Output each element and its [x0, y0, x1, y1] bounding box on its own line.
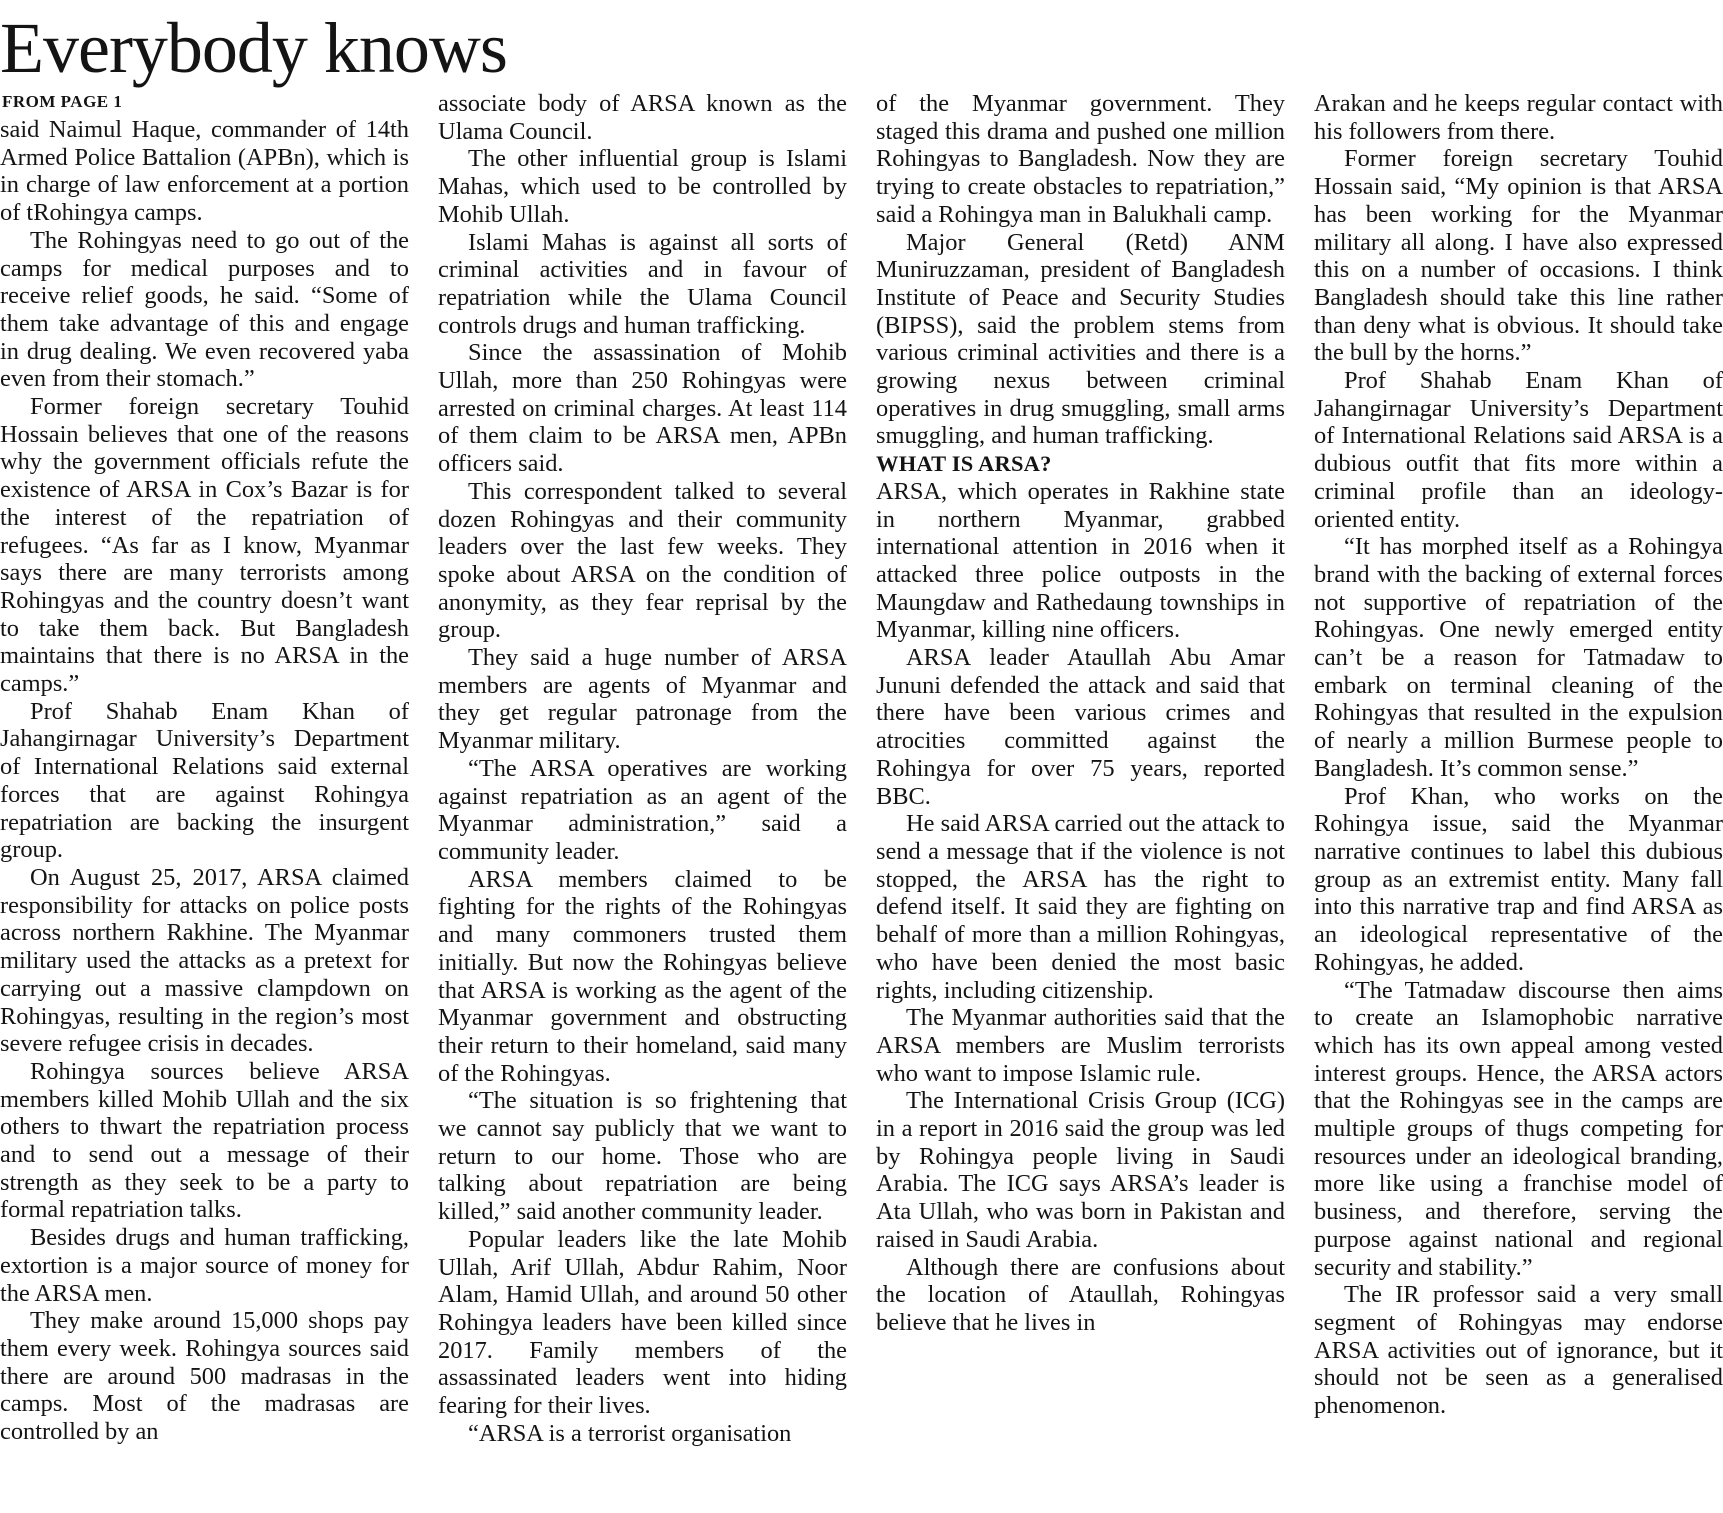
- paragraph: Besides drugs and human trafficking, extortion is a major source of money for the ARSA men.: [0, 1224, 409, 1307]
- paragraph: Major General (Retd) ANM Muniruzzaman, president of Bangladesh Institute of Peace and Security Studies (BIPSS), said the problem stems from various criminal activities and there is a growing nexus between criminal operatives in drug smuggling, small arms smuggling, and human trafficking.: [876, 228, 1285, 450]
- paragraph: Since the assassination of Mohib Ullah, more than 250 Rohingyas were arrested on criminal charges. At least 114 of them claim to be ARSA men, APBn officers said.: [438, 339, 847, 478]
- paragraph: Popular leaders like the late Mohib Ullah, Arif Ullah, Abdur Rahim, Noor Alam, Hamid Ullah, and around 50 other Rohingya leaders have been killed since 2017. Family members of the assassinated leaders went into hiding fearing for their lives.: [438, 1225, 847, 1420]
- article-column-3: [876, 90, 1285, 1337]
- paragraph: Although there are confusions about the location of Ataullah, Rohingyas believe that he lives in: [876, 1253, 1285, 1336]
- paragraph: of the Myanmar government. They staged this drama and pushed one million Rohingyas to Bangladesh. Now they are trying to create obstacles to repatriation,” said a Rohingya man in Balukhali camp.: [876, 90, 1285, 228]
- paragraph: They make around 15,000 shops pay them every week. Rohingya sources said there are around 500 madrasas in the camps. Most of the madrasas are controlled by an: [0, 1307, 409, 1446]
- paragraph: ARSA leader Ataullah Abu Amar Jununi defended the attack and said that there have been various crimes and atrocities committed against the Rohingya for over 75 years, reported BBC.: [876, 644, 1285, 810]
- paragraph: “The situation is so frightening that we cannot say publicly that we want to return to our home. Those who are talking about repatriation are being killed,” said another community leader.: [438, 1087, 847, 1226]
- from-page-kicker: FROM PAGE 1: [2, 92, 123, 111]
- paragraph: Prof Khan, who works on the Rohingya issue, said the Myanmar narrative continues to label this dubious group as an extremist entity. Many fall into this narrative trap and find ARSA as an ideological representative of the Rohingyas, he added.: [1314, 782, 1723, 976]
- headline: Everybody knows: [0, 8, 507, 88]
- paragraph: The Myanmar authorities said that the ARSA members are Muslim terrorists who want to impose Islamic rule.: [876, 1004, 1285, 1087]
- paragraph: The Rohingyas need to go out of the camps for medical purposes and to receive relief goods, he said. “Some of them take advantage of this and engage in drug dealing. We even recovered yaba even from their stomach.”: [0, 226, 409, 393]
- paragraph: ARSA, which operates in Rakhine state in northern Myanmar, grabbed international attention in 2016 when it attacked three police outposts in the Maungdaw and Rathedaung townships in Myanmar, killing nine officers.: [876, 477, 1285, 644]
- paragraph: Islami Mahas is against all sorts of criminal activities and in favour of repatriation while the Ulama Council controls drugs and human trafficking.: [438, 228, 847, 339]
- paragraph: “The ARSA operatives are working against repatriation as an agent of the Myanmar administration,” said a community leader.: [438, 754, 847, 865]
- paragraph: The other influential group is Islami Mahas, which used to be controlled by Mohib Ullah.: [438, 145, 847, 228]
- paragraph: They said a huge number of ARSA members are agents of Myanmar and they get regular patronage from the Myanmar military.: [438, 644, 847, 755]
- paragraph: Prof Shahab Enam Khan of Jahangirnagar University’s Department of International Relations said ARSA is a dubious outfit that fits more within a criminal profile than an ideology-oriented entity.: [1314, 367, 1723, 533]
- paragraph: said Naimul Haque, commander of 14th Armed Police Battalion (APBn), which is in charge of law enforcement at a portion of tRohingya camps.: [0, 116, 409, 227]
- paragraph: “ARSA is a terrorist organisation: [468, 1419, 792, 1447]
- paragraph: associate body of ARSA known as the Ulama Council.: [438, 90, 847, 145]
- section-subhead: WHAT IS ARSA?: [876, 451, 1052, 477]
- article-column-1: [0, 116, 409, 1446]
- paragraph: Prof Shahab Enam Khan of Jahangirnagar University’s Department of International Relations said external forces that are against Rohingya repatriation are backing the insurgent group.: [0, 697, 409, 864]
- paragraph: The International Crisis Group (ICG) in a report in 2016 said the group was led by Rohingya people living in Saudi Arabia. The ICG says ARSA’s leader is Ata Ullah, who was born in Pakistan and raised in Saudi Arabia.: [876, 1087, 1285, 1253]
- paragraph: Former foreign secretary Touhid Hossain said, “My opinion is that ARSA has been working for the Myanmar military all along. I have also expressed this on a number of occasions. I think Bangladesh should take this line rather than deny what is obvious. It should take the bull by the horns.”: [1314, 145, 1723, 367]
- paragraph: Former foreign secretary Touhid Hossain believes that one of the reasons why the government officials refute the existence of ARSA in Cox’s Bazar is for the interest of the repatriation of refugees. “As far as I know, Myanmar says there are many terrorists among Rohingyas and the country doesn’t want to take them back. But Bangladesh maintains that there is no ARSA in the camps.”: [0, 393, 409, 698]
- paragraph: ARSA members claimed to be fighting for the rights of the Rohingyas and many commoners trusted them initially. But now the Rohingyas believe that ARSA is working as the agent of the Myanmar government and obstructing their return to their homeland, said many of the Rohingyas.: [438, 865, 847, 1087]
- paragraph: “The Tatmadaw discourse then aims to create an Islamophobic narrative which has its own appeal among vested interest groups. Hence, the ARSA actors that the Rohingyas see in the camps are multiple groups of thugs competing for resources under an ideological branding, more like using a franchise model of business, and therefore, serving the purpose against national and regional security and stability.”: [1314, 976, 1723, 1281]
- paragraph: The IR professor said a very small segment of Rohingyas may endorse ARSA activities out of ignorance, but it should not be seen as a generalised phenomenon.: [1314, 1281, 1723, 1420]
- article-column-4: [1314, 90, 1723, 1420]
- paragraph: “It has morphed itself as a Rohingya brand with the backing of external forces not supportive of repatriation of the Rohingyas. One newly emerged entity can’t be a reason for Tatmadaw to embark on terminal cleaning of the Rohingyas that resulted in the expulsion of nearly a million Burmese people to Bangladesh. It’s common sense.”: [1314, 533, 1723, 782]
- paragraph: This correspondent talked to several dozen Rohingyas and their community leaders over the last few weeks. They spoke about ARSA on the condition of anonymity, as they fear reprisal by the group.: [438, 477, 847, 644]
- paragraph: On August 25, 2017, ARSA claimed responsibility for attacks on police posts across northern Rakhine. The Myanmar military used the attacks as a pretext for carrying out a massive clampdown on Rohingyas, resulting in the region’s most severe refugee crisis in decades.: [0, 863, 409, 1058]
- paragraph: He said ARSA carried out the attack to send a message that if the violence is not stopped, the ARSA has the right to defend itself. It said they are fighting on behalf of more than a million Rohingyas, who have been denied the most basic rights, including citizenship.: [876, 810, 1285, 1004]
- article-column-2: [438, 90, 847, 1447]
- paragraph: Arakan and he keeps regular contact with his followers from there.: [1314, 90, 1723, 145]
- paragraph: Rohingya sources believe ARSA members killed Mohib Ullah and the six others to thwart the repatriation process and to send out a message of their strength as they seek to be a party to formal repatriation talks.: [0, 1057, 409, 1224]
